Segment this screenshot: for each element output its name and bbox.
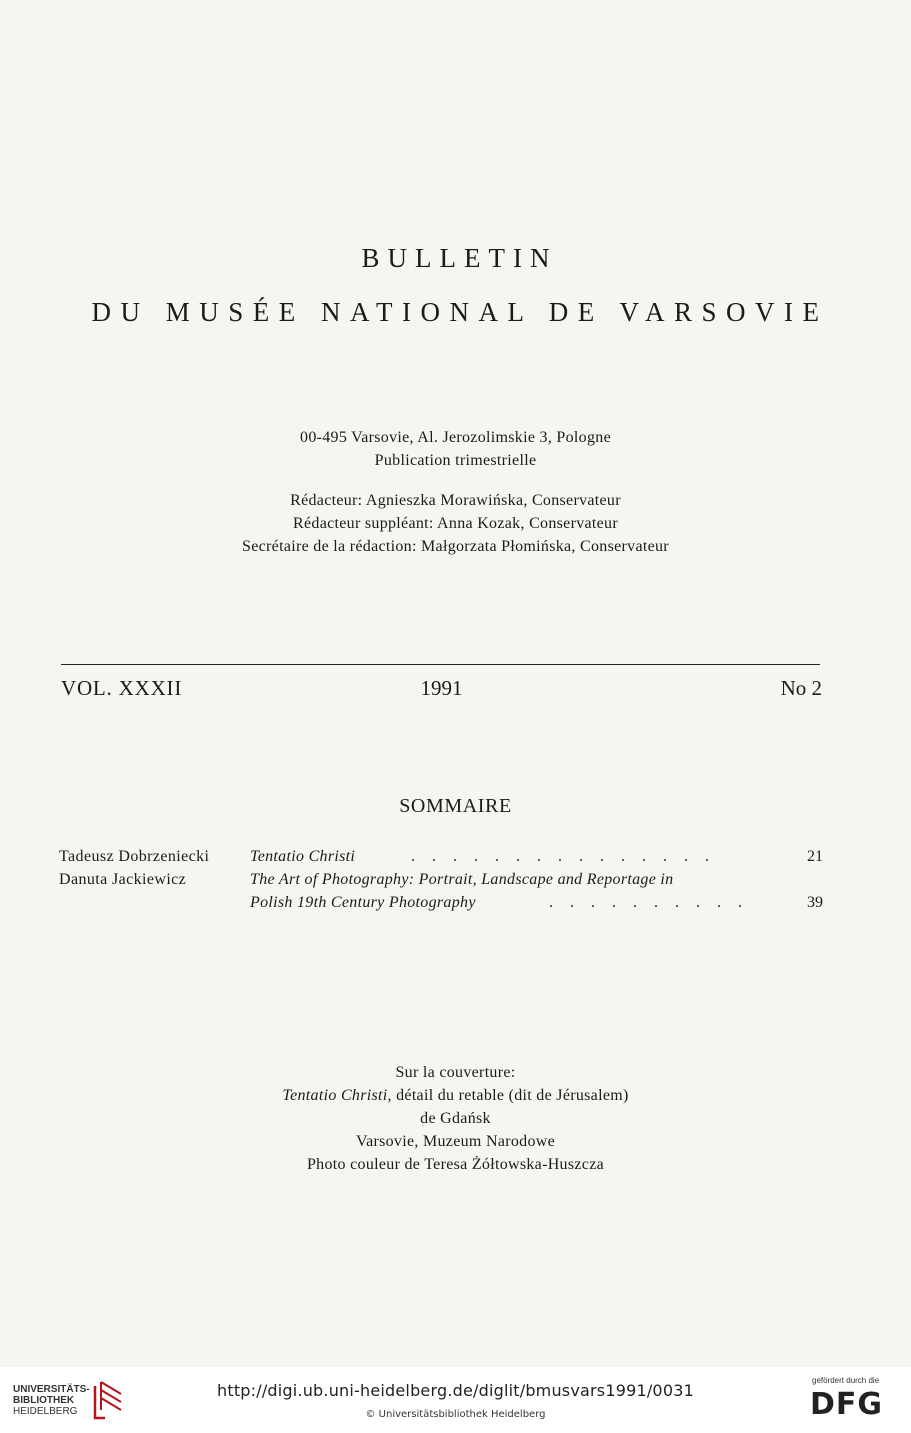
volume-row <box>61 676 822 706</box>
issue-number: No 2 <box>780 676 822 700</box>
toc-page-number: 39 <box>807 894 823 911</box>
toc-author: Danuta Jackiewicz <box>59 871 187 888</box>
cover-caption-title-line <box>0 1084 911 1107</box>
editorial-info <box>0 489 911 558</box>
cover-caption-photo-credit: Photo couleur de Teresa Żółtowska-Huszcza <box>306 1156 604 1173</box>
toc-title: The Art of Photography: Portrait, Landscape and Reportage in <box>250 871 674 888</box>
funding-note: gefördert durch die <box>812 1376 880 1385</box>
frequency-line: Publication trimestrielle <box>374 452 537 469</box>
cover-caption-heading: Sur la couverture: <box>395 1064 516 1081</box>
toc-title: Tentatio Christi <box>250 848 356 865</box>
toc-author: Tadeusz Dobrzeniecki <box>59 848 210 865</box>
address-line: 00-495 Varsovie, Al. Jerozolimskie 3, Pologne <box>300 429 611 446</box>
toc-entry <box>59 845 823 868</box>
digitization-footer <box>0 1367 911 1433</box>
deputy-editor-line: Rédacteur suppléant: Anna Kozak, Conservateur <box>293 515 618 532</box>
copyright-notice: © Universitätsbibliothek Heidelberg <box>365 1409 546 1420</box>
contents-heading: SOMMAIRE <box>399 795 512 817</box>
toc-leader-dots: . . . . . . . . . . . . . . . <box>411 848 716 865</box>
bulletin-title: BULLETIN <box>361 243 558 273</box>
cover-artwork-title: Tentatio Christi, <box>282 1087 392 1104</box>
editor-line: Rédacteur: Agnieszka Morawińska, Conservateur <box>290 492 621 509</box>
volume-year: 1991 <box>420 676 463 700</box>
cover-artwork-detail: détail du retable (dit de Jérusalem) <box>391 1087 629 1104</box>
toc-entry <box>59 868 823 914</box>
secretary-line: Secrétaire de la rédaction: Małgorzata Płomińska, Conservateur <box>242 538 669 555</box>
museum-title: DU MUSÉE NATIONAL DE VARSOVIE <box>91 297 829 327</box>
cover-caption-collection: Varsovie, Muzeum Narodowe <box>356 1133 555 1150</box>
publication-info <box>0 426 911 472</box>
toc-title-continued: Polish 19th Century Photography <box>250 894 476 911</box>
cover-caption <box>0 1061 911 1176</box>
toc-page-number: 21 <box>807 848 823 865</box>
divider-rule <box>61 664 820 665</box>
volume-number: VOL. XXXII <box>61 676 183 700</box>
permalink-url[interactable]: http://digi.ub.uni-heidelberg.de/diglit/bmusvars1991/0031 <box>217 1381 694 1400</box>
library-logo: UNIVERSITÄTS- BIBLIOTHEK HEIDELBERG <box>13 1384 90 1417</box>
cover-caption-place: de Gdańsk <box>420 1110 491 1127</box>
toc-leader-dots: . . . . . . . . . . <box>549 894 749 911</box>
dfg-logo: DFG <box>810 1387 884 1422</box>
